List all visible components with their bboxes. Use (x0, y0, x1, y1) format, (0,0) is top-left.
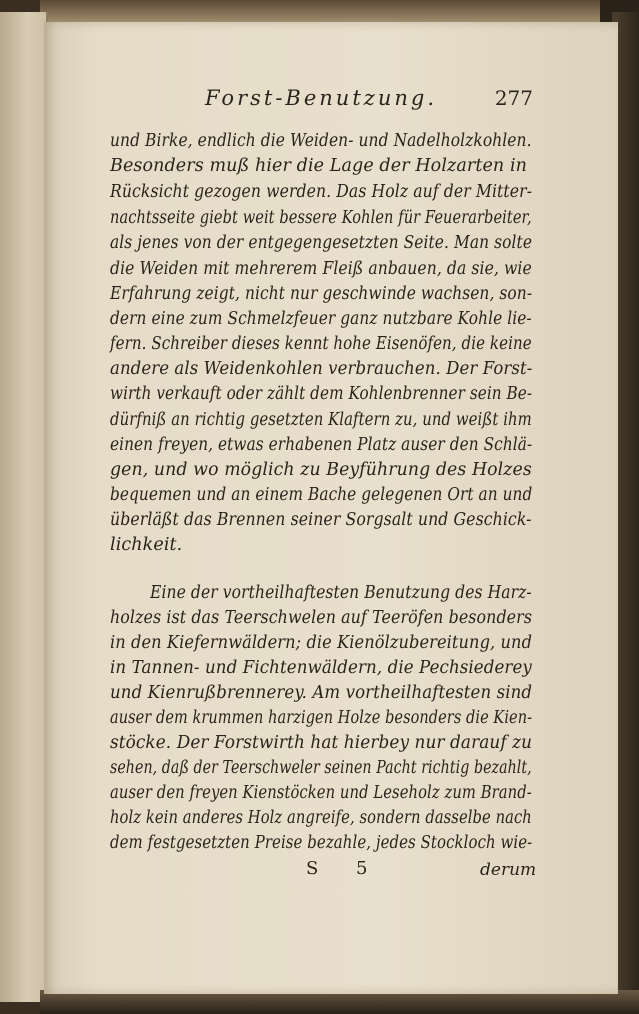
page-header (205, 86, 533, 114)
catchword: derum (480, 860, 537, 880)
text-line: Rücksicht gezogen werden. Das Holz auf der Mitter- (110, 182, 533, 202)
text-line: stöcke. Der Forstwirth hat hierbey nur darauf zu (110, 733, 533, 753)
text-line: Erfahrung zeigt, nicht nur geschwinde wachsen, son- (110, 284, 533, 304)
text-line: Eine der vortheilhaftesten Benutzung des Harz- (150, 583, 532, 603)
text-line: holzes ist das Teerschwelen auf Teeröfen besonders (110, 608, 533, 628)
signature-mark: S 5 (306, 858, 384, 879)
text-line: Besonders muß hier die Lage der Holzarten in (110, 156, 528, 176)
text-line: gen, und wo möglich zu Beyführung des Holzes (110, 460, 532, 480)
text-line: überläßt das Brennen seiner Sorgsalt und Geschick- (110, 510, 532, 530)
text-line: die Weiden mit mehrerem Fleiß anbauen, da sie, wie (110, 259, 532, 279)
text-line: einen freyen, etwas erhabenen Platz auser den Schlä- (110, 435, 533, 455)
text-line: dem festgesetzten Preise bezahle, jedes Stockloch wie- (110, 833, 533, 853)
text-line: in Tannen- und Fichtenwäldern, die Pechsiederey (110, 658, 532, 678)
text-line: fern. Schreiber dieses kennt hohe Eisenöfen, die keine (110, 334, 532, 354)
text-line: lichkeit. (110, 535, 183, 555)
facing-page-edge (0, 12, 48, 1002)
text-line: andere als Weidenkohlen verbrauchen. Der Forst- (110, 359, 533, 379)
text-line: dern eine zum Schmelzfeuer ganz nutzbare Kohle lie- (110, 309, 532, 329)
text-line: in den Kiefernwäldern; die Kienölzubereitung, und (110, 633, 533, 653)
text-line: und Kienrußbrennerey. Am vortheilhaftesten sind (110, 683, 533, 703)
text-line: als jenes von der entgegengesetzten Seite. Man solte (110, 233, 533, 253)
text-line: sehen, daß der Teerschweler seinen Pacht richtig bezahlt, (110, 758, 532, 778)
text-line: auser den freyen Kienstöcken und Leseholz zum Brand- (110, 783, 532, 803)
page-number: 277 (494, 86, 533, 110)
text-line: nachtsseite giebt weit bessere Kohlen für Feuerarbeiter, (110, 208, 532, 228)
text-line: holz kein anderes Holz angreife, sondern dasselbe nach (110, 808, 532, 828)
text-line: bequemen und an einem Bache gelegenen Ort an und (110, 485, 533, 505)
text-line: und Birke, endlich die Weiden- und Nadelholzkohlen. (110, 131, 532, 151)
running-title: Forst-Benutzung. (205, 86, 437, 110)
text-line: dürfniß an richtig gesetzten Klaftern zu, und weißt ihm (110, 410, 532, 430)
book-top-edge (40, 0, 600, 23)
text-line: wirth verkauft oder zählt dem Kohlenbrenner sein Be- (110, 384, 533, 404)
text-line: auser dem krummen harzigen Holze besonders die Kien- (110, 708, 533, 728)
